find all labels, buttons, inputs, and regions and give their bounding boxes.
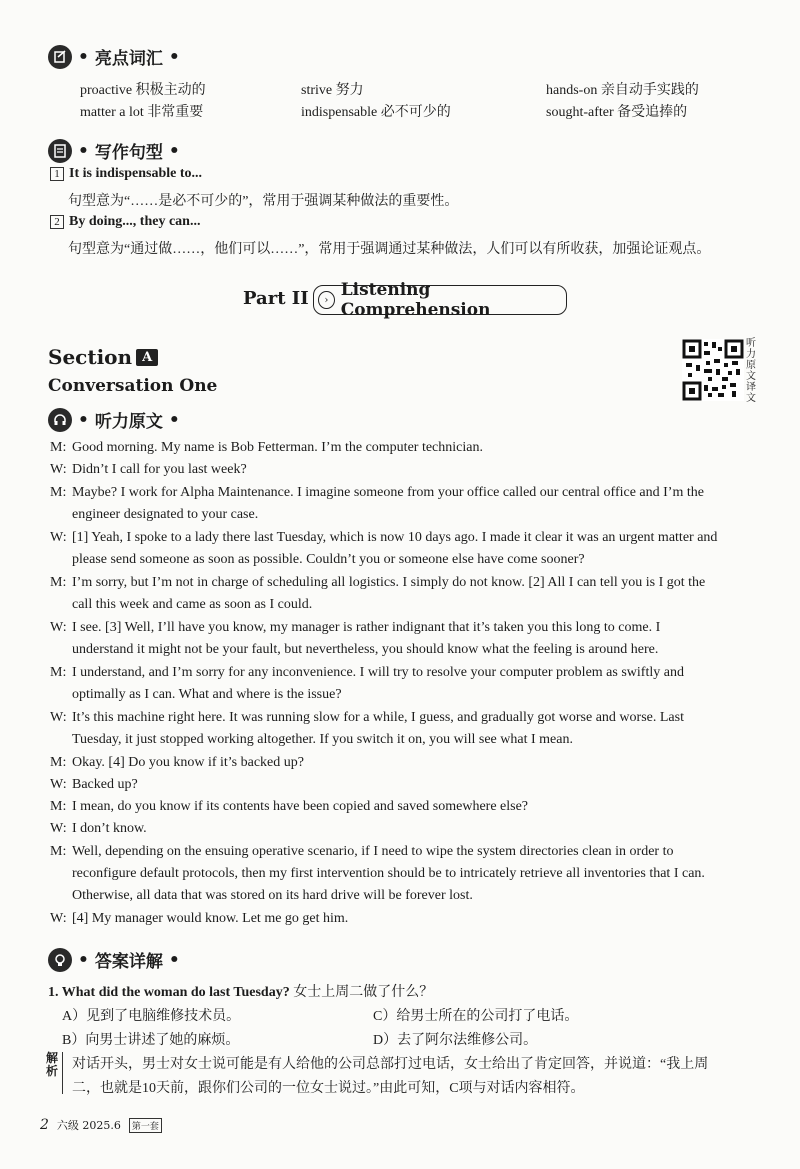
speaker-label: M:	[50, 485, 67, 500]
patterns-heading: • 写作句型 •	[48, 138, 180, 163]
speaker-label: W:	[50, 911, 67, 926]
transcript-text: Maybe? I work for Alpha Maintenance. I imagine someone from your office called our central office and I’m the	[72, 485, 704, 500]
vocab-item: matter a lot 非常重要	[80, 105, 204, 120]
edit-icon	[48, 45, 72, 69]
transcript-text: It’s this machine right here. It was running slow for a while, I guess, and gradually got worse and worse. Last	[72, 710, 684, 725]
transcript-text: Good morning. My name is Bob Fetterman. I’m the computer technician.	[72, 440, 483, 455]
transcript-text: I’m sorry, but I’m not in charge of scheduling all logistics. I simply do not know. [2] All I can tell you is I got the	[72, 575, 706, 590]
option-d: D）去了阿尔法维修公司。	[373, 1033, 538, 1048]
qr-code-icon[interactable]	[682, 339, 744, 401]
conversation-title: Conversation One	[48, 376, 218, 396]
page-number: 2	[40, 1117, 49, 1133]
section-heading: Section A	[48, 345, 158, 369]
transcript-text: Okay. [4] Do you know if it’s backed up?	[72, 755, 304, 770]
speaker-label: W:	[50, 530, 67, 545]
option-a: A）见到了电脑维修技术员。	[62, 1009, 241, 1024]
analysis-line: 二，也就是10天前，跟你们公司的一位女士说过。”由此可知，C项与对话内容相符。	[72, 1081, 585, 1096]
transcript-text: I mean, do you know if its contents have been copied and saved somewhere else?	[72, 799, 529, 814]
vocab-item: proactive 积极主动的	[80, 83, 206, 98]
speaker-label: M:	[50, 844, 67, 859]
analysis-line: 对话开头，男士对女士说可能是有人给他的公司总部打过电话，女士给出了肯定回答，并说道：“我上周	[72, 1057, 709, 1072]
transcript	[0, 440, 800, 940]
vocab-item: strive 努力	[301, 83, 364, 98]
transcript-text: I understand, and I’m sorry for any inconvenience. I will try to resolve your computer problem as swiftly and	[72, 665, 684, 680]
option-b: B）向男士讲述了她的麻烦。	[62, 1033, 240, 1048]
speaker-label: M:	[50, 799, 67, 814]
option-c: C）给男士所在的公司打了电话。	[373, 1009, 579, 1024]
transcript-text: understand it might not be your fault, but nevertheless, you should know what the feeling is around here.	[72, 642, 659, 657]
transcript-text: reconfigure default protocols, then my first intervention should be to intricately retrieve all inventories that I can.	[72, 866, 705, 881]
analysis-divider	[62, 1052, 63, 1094]
pattern-desc: 句型意为“……是必不可少的”，常用于强调某种做法的重要性。	[68, 194, 459, 209]
speaker-label: W:	[50, 821, 67, 836]
part-label: Part II	[243, 288, 309, 309]
vocab-heading: • 亮点词汇 •	[48, 44, 180, 69]
transcript-text: [4] My manager would know. Let me go get him.	[72, 911, 349, 926]
speaker-label: M:	[50, 575, 67, 590]
answers-heading: • 答案详解 •	[48, 947, 180, 972]
transcript-text: optimally as I can. What and where is the issue?	[72, 687, 342, 702]
headphones-icon	[48, 408, 72, 432]
speaker-label: W:	[50, 710, 67, 725]
transcript-text: I don’t know.	[72, 821, 147, 836]
footer	[40, 1117, 162, 1133]
vocab-item: hands-on 亲自动手实践的	[546, 83, 699, 98]
speaker-label: M:	[50, 755, 67, 770]
speaker-label: W:	[50, 777, 67, 792]
analysis-label: 解析	[46, 1051, 59, 1078]
transcript-text: [1] Yeah, I spoke to a lady there last Tuesday, which is now 10 days ago. I made it clear it was an urgent matter and	[72, 530, 718, 545]
pattern-title: 2 By doing..., they can...	[50, 214, 200, 230]
chevron-right-icon: ›	[318, 291, 335, 309]
set-label: 第一套	[129, 1118, 162, 1133]
transcript-text: I see. [3] Well, I’ll have you know, my manager is rather indignant that it’s taken you this long to come. I	[72, 620, 661, 635]
speaker-label: W:	[50, 620, 67, 635]
vocab-item: indispensable 必不可少的	[301, 105, 451, 120]
transcript-text: Otherwise, all data that was stored on its hard drive will be forever lost.	[72, 888, 473, 903]
document-icon	[48, 139, 72, 163]
transcript-heading: • 听力原文 •	[48, 407, 180, 432]
transcript-text: Didn’t I call for you last week?	[72, 462, 247, 477]
vocab-item: sought-after 备受追捧的	[546, 105, 688, 120]
lightbulb-icon	[48, 948, 72, 972]
section-letter-badge: A	[136, 349, 158, 366]
transcript-text: Tuesday, it just stopped working altogether. If you switch it on, you will see what I mean.	[72, 732, 573, 747]
question: 1. What did the woman do last Tuesday? 女士上周二做了什么？	[48, 985, 434, 1000]
exam-label: 六级 2025.6	[56, 1119, 121, 1132]
speaker-label: M:	[50, 665, 67, 680]
transcript-text: please send someone as soon as possible. Couldn’t you or someone else have come sooner?	[72, 552, 585, 567]
part-title: Listening Comprehension	[340, 280, 491, 320]
qr-caption: 听力原文译文	[746, 338, 756, 404]
transcript-text: Backed up?	[72, 777, 138, 792]
pattern-title: 1 It is indispensable to...	[50, 166, 202, 182]
transcript-text: call this week and came as soon as I could.	[72, 597, 313, 612]
speaker-label: M:	[50, 440, 67, 455]
part-title-box	[313, 280, 567, 320]
transcript-text: Well, depending on the ensuing operative scenario, if I need to wipe the system directories clean in order to	[72, 844, 674, 859]
speaker-label: W:	[50, 462, 67, 477]
pattern-desc: 句型意为“通过做……，他们可以……”，常用于强调通过某种做法，人们可以有所收获，加强论证观点。	[68, 242, 711, 257]
transcript-text: engineer designated to your case.	[72, 507, 259, 522]
